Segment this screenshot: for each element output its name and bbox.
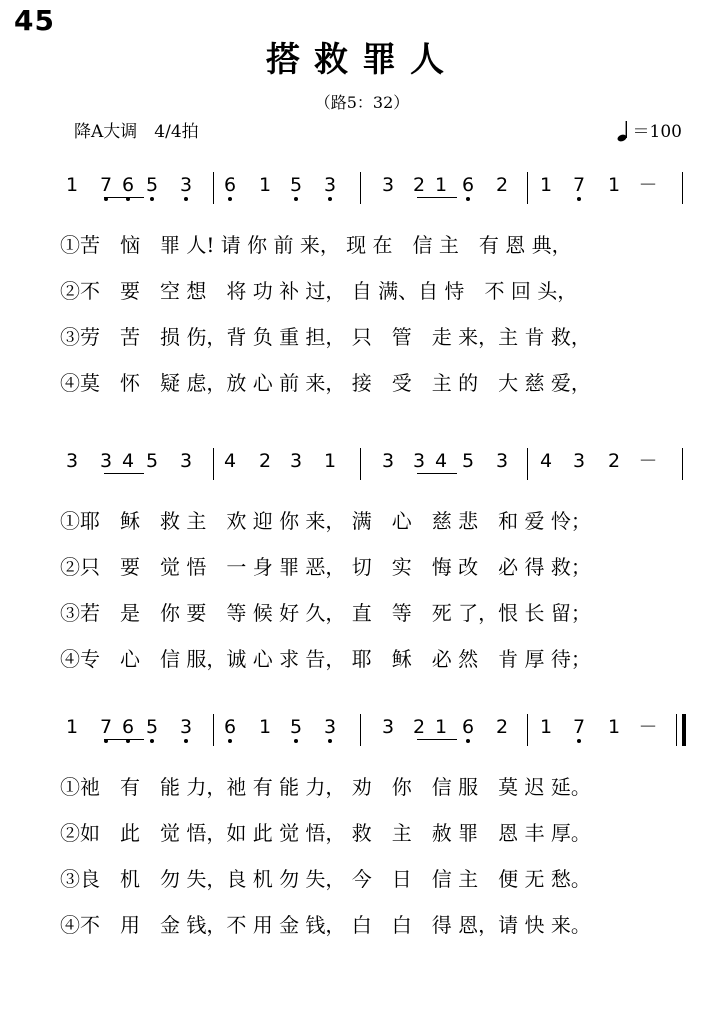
hymn-title: 搭救罪人 <box>266 40 458 80</box>
lyric-verse-2: ②不 要 空 想 将 功 补 过， 自 满、自 恃 不 回 头， <box>60 279 578 303</box>
note-digit-text: 3 <box>381 174 395 196</box>
note-digit <box>458 716 478 738</box>
note-digit <box>62 450 82 472</box>
note-digit-text: 3 <box>179 174 193 196</box>
lower-octave-dot <box>294 197 298 201</box>
barline <box>213 172 214 204</box>
note-digit <box>62 716 82 738</box>
note-digit <box>176 174 196 196</box>
sustain-dash <box>638 716 658 738</box>
note-digit <box>220 716 240 738</box>
note-digit-text: 3 <box>412 450 426 472</box>
note-digit-text: 7 <box>572 716 586 738</box>
lyric-verse-4: ④专 心 信 服，诚 心 求 告， 耶 稣 必 然 肯 厚 待； <box>60 647 591 671</box>
quarter-note-icon <box>617 120 631 142</box>
barline <box>213 714 214 746</box>
note-digit <box>96 174 116 196</box>
scripture-reference: （路5：32） <box>314 93 410 112</box>
note-digit-text: 4 <box>223 450 237 472</box>
note-digit <box>458 450 478 472</box>
lyric-verse-4: ④莫 怀 疑 虑，放 心 前 来， 接 受 主 的 大 慈 爱， <box>60 371 591 395</box>
lower-octave-dot <box>150 739 154 743</box>
page-number: 45 <box>14 4 55 37</box>
lyric-verse-3: ③良 机 勿 失，良 机 勿 失， 今 日 信 主 便 无 愁。 <box>60 867 591 891</box>
lower-octave-dot <box>184 739 188 743</box>
note-digit-text: 6 <box>461 174 475 196</box>
lyric-verse-1: ①耶 稣 救 主 欢 迎 你 来， 满 心 慈 悲 和 爱 怜； <box>60 509 591 533</box>
note-digit <box>378 174 398 196</box>
note-digit <box>492 450 512 472</box>
jianpu-notation-row <box>0 712 724 756</box>
note-digit <box>458 174 478 196</box>
note-digit <box>96 450 116 472</box>
barline <box>360 172 361 204</box>
note-digit <box>431 450 451 472</box>
lyric-verse-2: ②如 此 觉 悟，如 此 觉 悟， 救 主 赦 罪 恩 丰 厚。 <box>60 821 591 845</box>
note-digit <box>142 174 162 196</box>
note-digit <box>62 174 82 196</box>
note-digit-text: － <box>638 716 658 738</box>
lyric-verse-2: ②只 要 觉 悟 一 身 罪 恶， 切 实 悔 改 必 得 救； <box>60 555 591 579</box>
note-digit-text: 3 <box>572 450 586 472</box>
lower-octave-dot <box>294 739 298 743</box>
note-digit-text: 4 <box>434 450 448 472</box>
note-digit <box>320 174 340 196</box>
note-digit <box>492 174 512 196</box>
note-digit-text: 5 <box>145 716 159 738</box>
barline <box>527 714 528 746</box>
note-digit <box>409 450 429 472</box>
lower-octave-dot <box>228 197 232 201</box>
lyric-verse-3: ③若 是 你 要 等 候 好 久， 直 等 死 了，恨 长 留； <box>60 601 591 625</box>
eighth-note-underline <box>104 473 144 474</box>
note-digit <box>96 716 116 738</box>
note-digit-text: 3 <box>179 716 193 738</box>
note-digit <box>536 716 556 738</box>
lower-octave-dot <box>184 197 188 201</box>
tempo-marking <box>617 117 682 142</box>
final-barline <box>682 714 686 746</box>
note-digit-text: 4 <box>539 450 553 472</box>
note-digit <box>118 174 138 196</box>
note-digit <box>378 450 398 472</box>
note-digit <box>142 716 162 738</box>
jianpu-notation-row <box>0 446 724 490</box>
note-digit-text: 3 <box>381 716 395 738</box>
note-digit-text: 1 <box>434 716 448 738</box>
note-digit-text: 1 <box>258 174 272 196</box>
note-digit-text: 5 <box>289 716 303 738</box>
note-digit <box>431 716 451 738</box>
note-digit <box>492 716 512 738</box>
note-digit <box>286 174 306 196</box>
note-digit <box>118 716 138 738</box>
barline <box>527 448 528 480</box>
note-digit <box>569 450 589 472</box>
note-digit-text: － <box>638 450 658 472</box>
note-digit-text: 6 <box>223 716 237 738</box>
note-digit-text: 1 <box>539 716 553 738</box>
note-digit-text: 5 <box>461 450 475 472</box>
lower-octave-dot <box>328 197 332 201</box>
note-digit-text: 4 <box>121 450 135 472</box>
lower-octave-dot <box>150 197 154 201</box>
lyric-verse-1: ①苦 恼 罪 人! 请 你 前 来， 现 在 信 主 有 恩 典， <box>60 233 572 257</box>
barline <box>527 172 528 204</box>
lower-octave-dot <box>228 739 232 743</box>
lower-octave-dot <box>577 197 581 201</box>
note-digit-text: 7 <box>572 174 586 196</box>
eighth-note-underline <box>104 197 144 198</box>
note-digit-text: 6 <box>461 716 475 738</box>
note-digit <box>604 716 624 738</box>
note-digit-text: 1 <box>539 174 553 196</box>
note-digit-text: 6 <box>121 174 135 196</box>
note-digit <box>320 716 340 738</box>
note-digit-text: 6 <box>121 716 135 738</box>
eighth-note-underline <box>417 197 457 198</box>
note-digit <box>409 716 429 738</box>
note-digit-text: 1 <box>65 174 79 196</box>
barline <box>682 448 683 480</box>
note-digit <box>255 716 275 738</box>
lyric-verse-3: ③劳 苦 损 伤，背 负 重 担， 只 管 走 来，主 肯 救， <box>60 325 591 349</box>
lower-octave-dot <box>466 739 470 743</box>
note-digit <box>604 174 624 196</box>
note-digit-text: 2 <box>607 450 621 472</box>
note-digit <box>255 450 275 472</box>
note-digit <box>320 450 340 472</box>
sustain-dash <box>638 450 658 472</box>
note-digit <box>604 450 624 472</box>
barline <box>360 448 361 480</box>
note-digit <box>569 716 589 738</box>
note-digit-text: 3 <box>323 174 337 196</box>
note-digit-text: 3 <box>65 450 79 472</box>
lyric-verse-4: ④不 用 金 钱，不 用 金 钱， 白 白 得 恩，请 快 来。 <box>60 913 591 937</box>
note-digit-text: 6 <box>223 174 237 196</box>
note-digit-text: 3 <box>381 450 395 472</box>
note-digit-text: 3 <box>323 716 337 738</box>
note-digit-text: 1 <box>258 716 272 738</box>
note-digit-text: 5 <box>145 450 159 472</box>
barline <box>676 714 677 746</box>
note-digit <box>536 174 556 196</box>
note-digit-text: 5 <box>289 174 303 196</box>
note-digit-text: 1 <box>434 174 448 196</box>
note-digit-text: 1 <box>65 716 79 738</box>
barline <box>682 172 683 204</box>
key-and-time-signature: 降A大调 4/4拍 <box>74 122 199 142</box>
note-digit <box>220 174 240 196</box>
lower-octave-dot <box>328 739 332 743</box>
note-digit <box>118 450 138 472</box>
tempo-value: ＝100 <box>632 122 682 142</box>
note-digit-text: 3 <box>179 450 193 472</box>
note-digit <box>220 450 240 472</box>
note-digit <box>536 450 556 472</box>
note-digit <box>286 716 306 738</box>
barline <box>213 448 214 480</box>
note-digit <box>378 716 398 738</box>
eighth-note-underline <box>417 739 457 740</box>
note-digit <box>176 450 196 472</box>
note-digit <box>176 716 196 738</box>
note-digit-text: 1 <box>607 174 621 196</box>
note-digit-text: 7 <box>99 716 113 738</box>
note-digit-text: 2 <box>495 174 509 196</box>
note-digit-text: － <box>638 174 658 196</box>
note-digit-text: 2 <box>495 716 509 738</box>
lower-octave-dot <box>577 739 581 743</box>
barline <box>360 714 361 746</box>
lyric-verse-1: ①祂 有 能 力，祂 有 能 力， 劝 你 信 服 莫 迟 延。 <box>60 775 591 799</box>
note-digit-text: 3 <box>289 450 303 472</box>
note-digit <box>142 450 162 472</box>
note-digit <box>569 174 589 196</box>
note-digit-text: 3 <box>495 450 509 472</box>
note-digit-text: 2 <box>412 716 426 738</box>
note-digit-text: 1 <box>323 450 337 472</box>
note-digit-text: 7 <box>99 174 113 196</box>
eighth-note-underline <box>417 473 457 474</box>
note-digit-text: 2 <box>412 174 426 196</box>
lower-octave-dot <box>466 197 470 201</box>
note-digit-text: 5 <box>145 174 159 196</box>
sustain-dash <box>638 174 658 196</box>
note-digit <box>409 174 429 196</box>
jianpu-notation-row <box>0 170 724 214</box>
note-digit-text: 2 <box>258 450 272 472</box>
note-digit-text: 3 <box>99 450 113 472</box>
note-digit <box>431 174 451 196</box>
note-digit <box>286 450 306 472</box>
eighth-note-underline <box>104 739 144 740</box>
note-digit <box>255 174 275 196</box>
note-digit-text: 1 <box>607 716 621 738</box>
